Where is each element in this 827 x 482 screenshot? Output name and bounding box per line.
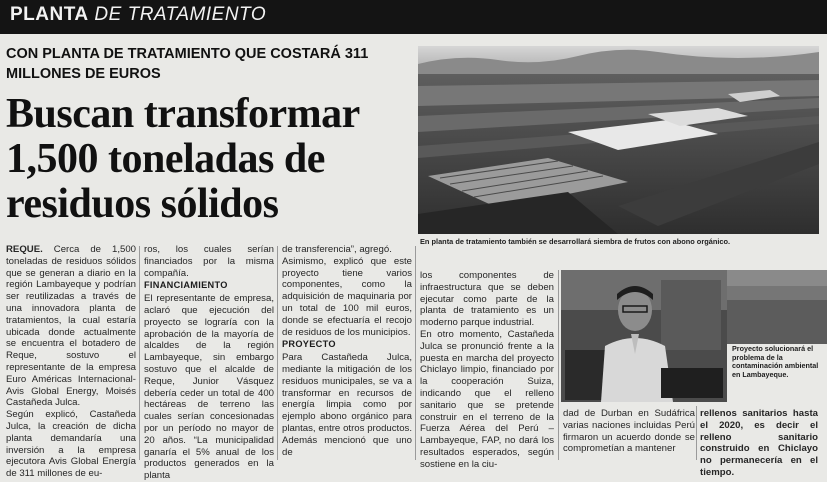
representative-photo (561, 270, 727, 402)
article-kicker: CON PLANTA DE TRATAMIENTO QUE COSTARÁ 311 MILLONES DE EUROS (6, 46, 369, 82)
column-rule (415, 246, 416, 460)
article-column-5 (563, 408, 695, 455)
paragraph: Cerca de 1,500 toneladas de residuos sólidos que se generan a diario en la región Lambayeque y podrían ser reutilizadas a través de una innovadora planta de tratamientos, la cual estaría ubicada donde actualmente se encuentra el botadero de Reque, sostuvo el representante de la empresa Euro Américas Internacional- Avis Global Energy, Moisés Castañeda Julca. (6, 244, 136, 409)
paragraph: Para Castañeda Julca, mediante la mitigación de los residuos municipales, se va a transformar en recursos de energía limpia como por ejemplo abono orgánico para plantas, entre otros productos. Además mencionó que uno de (282, 352, 412, 458)
paragraph: dad de Durban en Sudáfrica varias naciones incluidas Perú firmaron un acuerdo donde se comprometían a mantener (563, 408, 695, 455)
column-rule (558, 270, 559, 460)
photo-caption-top: En planta de tratamiento también se desarrollará siembra de frutos con abono orgánico. (420, 237, 731, 246)
paragraph: Según explicó, Castañeda Julca, la creación de dicha planta demandaría una inversión a la empresa ejecutora Avis Global Energía de 311 millones de eu- (6, 409, 136, 480)
paragraph: los componentes de infraestructura que se deben ejecutar como parte de la planta de tratamiento es un moderno parque industrial. (420, 270, 554, 329)
dateline: REQUE. (6, 244, 43, 255)
section-label (10, 4, 266, 26)
article-column-3 (282, 244, 412, 458)
subheading-financiamiento: FINANCIAMIENTO (144, 280, 228, 291)
adjacent-ad-fragment (727, 270, 827, 344)
column-rule (696, 406, 697, 460)
article-column-4 (420, 270, 554, 471)
article-column-1 (6, 244, 136, 480)
photo-caption-person: Proyecto solucionará el problema de la contaminación ambiental en Lambayeque. (732, 344, 819, 379)
column-rule (139, 246, 140, 460)
paragraph: En otro momento, Castañeda Julca se pronunció frente a la puesta en marcha del proyecto Chiclayo limpio, financiado por la cooperación Suiza, indicando que el relleno sanitario que se pretende construir en el terreno de la Fuerza Aérea del Perú – Lambayeque, FAP, no dará los resultados esperados, según sostiene en la ciu- (420, 328, 554, 470)
paragraph: de transferencia”, agregó. (282, 244, 392, 255)
paragraph: Asimismo, explicó que este proyecto tiene varios componentes, como la adquisición de maquinaria por un total de 100 mil euros, donde se efectuaría el recojo de residuos de los municipios. (282, 255, 412, 338)
plant-rendering-photo (418, 46, 819, 234)
paragraph: rellenos sanitarios hasta el 2020, es decir el relleno sanitario construido en Chiclayo no permanecería en el tiempo. (700, 408, 818, 478)
article-column-2 (144, 244, 274, 482)
article-headline: Buscan transformar 1,500 toneladas de residuos sólidos (6, 91, 360, 227)
section-label-italic: DE TRATAMIENTO (94, 4, 267, 25)
column-rule (277, 246, 278, 460)
article-column-6 (700, 408, 818, 479)
subheading-proyecto: PROYECTO (282, 339, 336, 350)
paragraph: El representante de empresa, aclaró que ejecución del proyecto se lograría con la aprobación de la mayoría de alcaldes de la región Lambayeque, sin embargo sostuvo que el alcalde de Reque, Junior Vásquez debería ceder un total de 400 hectáreas de terreno las cuales serían concesionadas por un período no mayor de 20 años. “La municipalidad ganaría el 5% anual de los productos generados en la planta (144, 293, 274, 482)
section-label-bold: PLANTA (10, 4, 89, 25)
paragraph: ros, los cuales serían financiados por la misma compañía. (144, 244, 274, 279)
